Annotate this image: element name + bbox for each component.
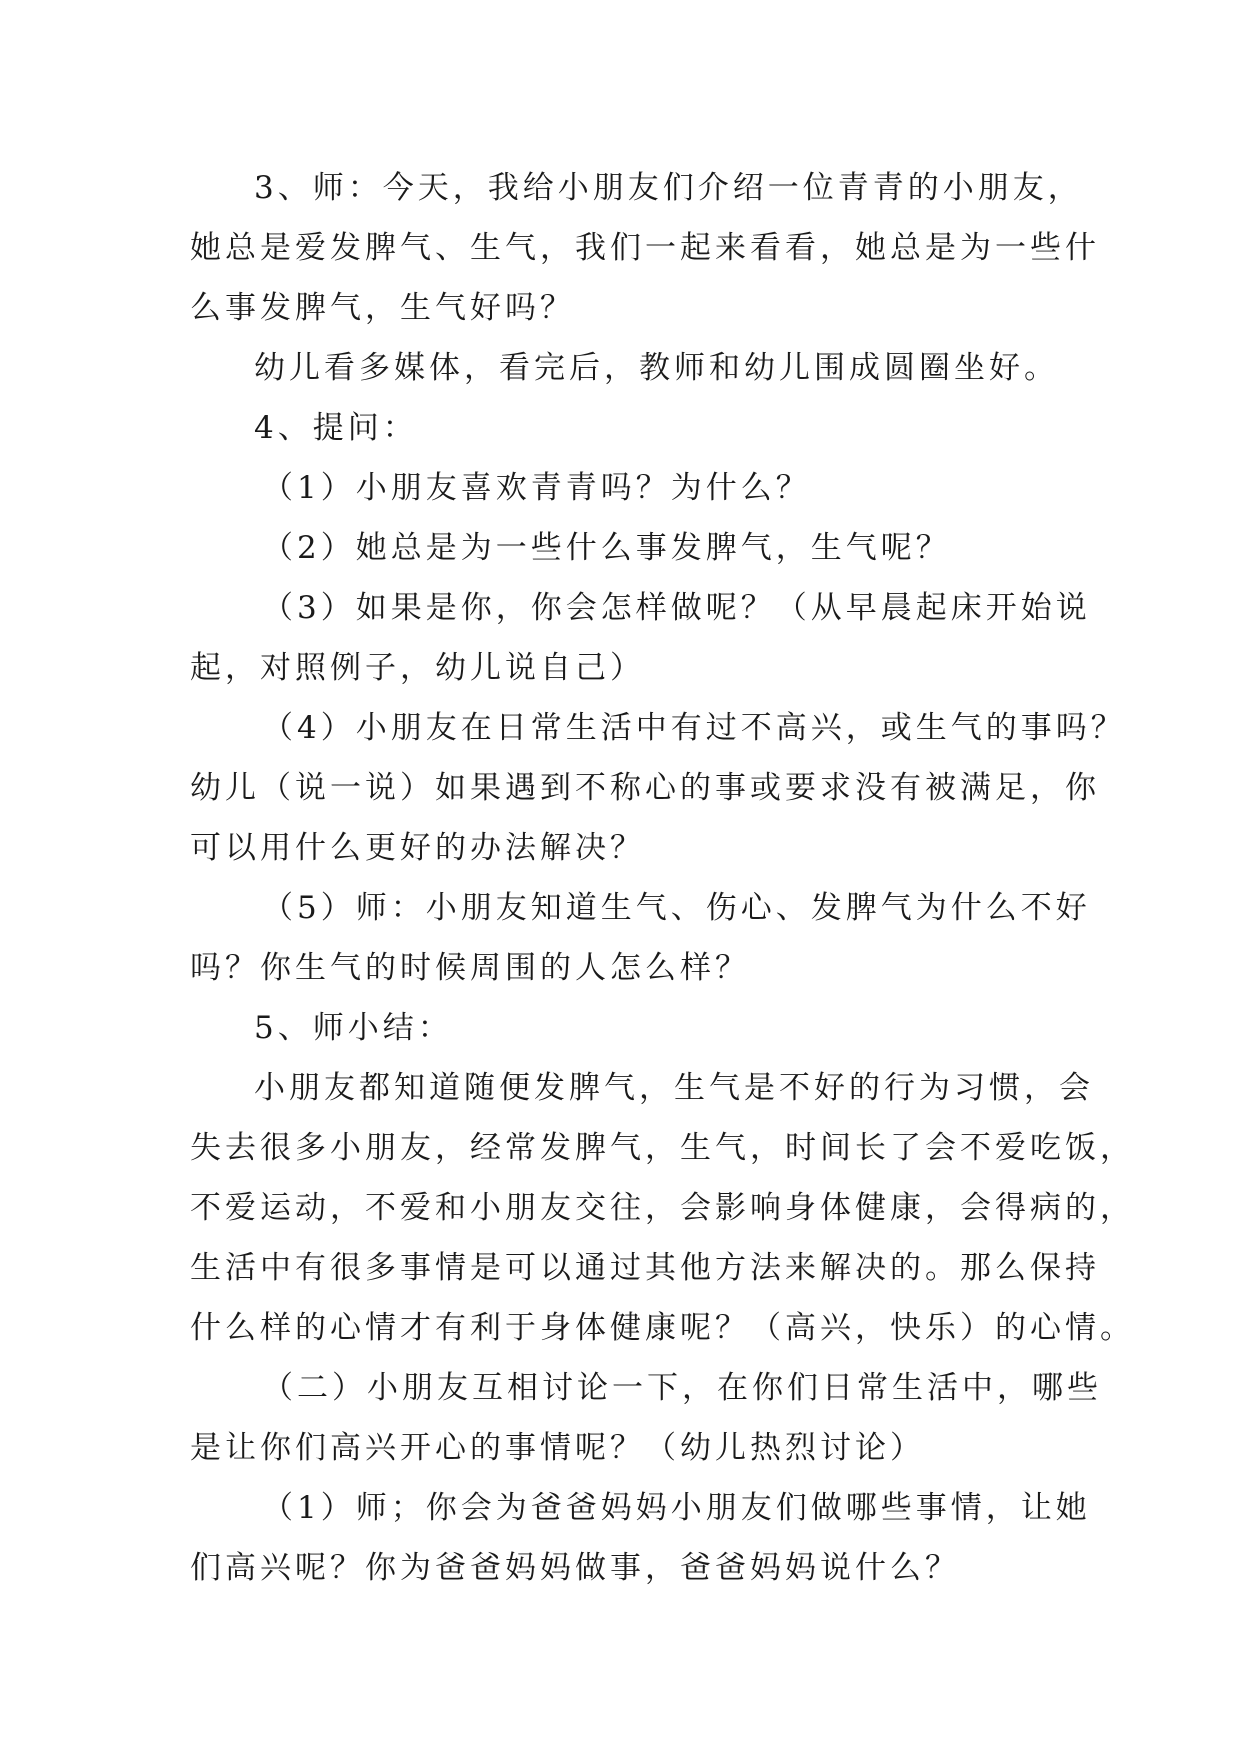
paragraph-line: （1）师；你会为爸爸妈妈小朋友们做哪些事情，让她 <box>262 1490 1091 1526</box>
paragraph-line: （3）如果是你，你会怎样做呢？（从早晨起床开始说 <box>262 590 1091 626</box>
paragraph-line: 4、提问： <box>254 410 418 446</box>
paragraph-line: 可以用什么更好的办法解决？ <box>190 830 645 866</box>
paragraph-line: 失去很多小朋友，经常发脾气，生气，时间长了会不爱吃饭， <box>190 1130 1135 1166</box>
paragraph-line: （2）她总是为一些什么事发脾气，生气呢？ <box>262 530 951 566</box>
paragraph-line: 不爱运动，不爱和小朋友交往，会影响身体健康，会得病的， <box>190 1190 1135 1226</box>
paragraph-line: 生活中有很多事情是可以通过其他方法来解决的。那么保持 <box>190 1250 1100 1286</box>
paragraph-line: 5、师小结： <box>254 1010 453 1046</box>
paragraph-line: 吗？你生气的时候周围的人怎么样？ <box>190 950 750 986</box>
paragraph-line: 什么样的心情才有利于身体健康呢？（高兴，快乐）的心情。 <box>190 1310 1135 1346</box>
paragraph-line: （5）师：小朋友知道生气、伤心、发脾气为什么不好 <box>262 890 1091 926</box>
paragraph-line: 3、师：今天，我给小朋友们介绍一位青青的小朋友， <box>254 170 1083 206</box>
paragraph-line: 她总是爱发脾气、生气，我们一起来看看，她总是为一些什 <box>190 230 1100 266</box>
paragraph-line: 们高兴呢？你为爸爸妈妈做事，爸爸妈妈说什么？ <box>190 1550 960 1586</box>
paragraph-line: 是让你们高兴开心的事情呢？（幼儿热烈讨论） <box>190 1430 925 1466</box>
paragraph-line: 幼儿看多媒体，看完后，教师和幼儿围成圆圈坐好。 <box>254 350 1059 386</box>
paragraph-line: （4）小朋友在日常生活中有过不高兴，或生气的事吗？ <box>262 710 1126 746</box>
paragraph-line: （二）小朋友互相讨论一下，在你们日常生活中，哪些 <box>262 1370 1102 1406</box>
paragraph-line: 么事发脾气，生气好吗？ <box>190 290 575 326</box>
document-body <box>190 158 1135 1598</box>
paragraph-line: 起，对照例子，幼儿说自己） <box>190 650 645 686</box>
paragraph-line: （1）小朋友喜欢青青吗？为什么？ <box>262 470 811 506</box>
paragraph-line: 幼儿（说一说）如果遇到不称心的事或要求没有被满足，你 <box>190 770 1100 806</box>
paragraph-line: 小朋友都知道随便发脾气，生气是不好的行为习惯，会 <box>254 1070 1094 1106</box>
